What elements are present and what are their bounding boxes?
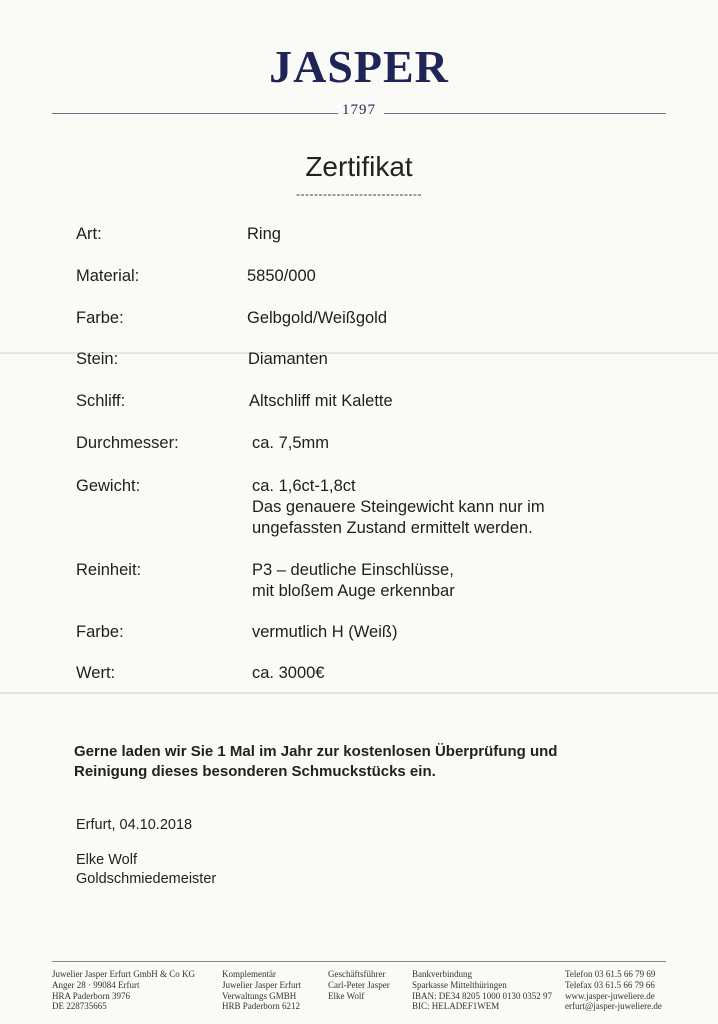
footer-bank [412,969,552,1012]
place-date: Erfurt, 04.10.2018 [76,817,193,833]
notice-line: Gerne laden wir Sie 1 Mal im Jahr zur kostenlosen Überprüfung und [74,743,558,760]
field-value: vermutlich H (Weiß) [252,623,398,641]
field-label: Gewicht: [76,477,141,495]
field-value-note: ungefassten Zustand ermittelt werden. [252,519,533,537]
footer-line: erfurt@jasper-juweliere.de [565,1001,662,1012]
field-value: 5850/000 [247,267,316,285]
footer-line: Juwelier Jasper Erfurt GmbH & Co KG [52,969,195,979]
footer-line: Telefon 03 61.5 66 79 69 [565,969,656,979]
footer-line: Sparkasse Mittelthüringen [412,979,507,990]
footer-line: Juwelier Jasper Erfurt [222,979,301,990]
footer-line: Verwaltungs GMBH [222,990,297,1001]
field-value: Gelbgold/Weißgold [247,309,388,327]
field-label: Farbe: [76,309,124,327]
signatory-role: Goldschmiedemeister [76,871,217,887]
field-value: Diamanten [248,350,328,368]
field-label: Stein: [76,350,119,368]
field-label: Schliff: [76,392,126,410]
field-value: Altschliff mit Kalette [249,392,393,410]
field-value: ca. 7,5mm [252,434,330,452]
title-underline: ---------------------------- [296,187,422,201]
inspection-notice [74,742,674,782]
brand-logo: JASPER [269,41,449,92]
field-value-note: Das genauere Steingewicht kann nur im [252,498,545,516]
footer-line: Elke Wolf [328,990,365,1001]
field-value: P3 – deutliche Einschlüsse, [252,561,454,579]
field-label: Art: [76,225,102,243]
footer-company [52,969,195,1012]
footer-rule [52,961,666,962]
field-label: Wert: [76,664,116,682]
field-value: ca. 1,6ct-1,8ct [252,477,356,495]
field-label: Farbe: [76,623,124,641]
field-value-note: mit bloßem Auge erkennbar [252,582,455,600]
field-label: Reinheit: [76,561,142,579]
footer-line: Komplementär [222,969,276,979]
field-value: ca. 3000€ [252,664,325,682]
footer-line: www.jasper-juweliere.de [565,990,655,1001]
footer-line: Anger 28 · 99084 Erfurt [52,979,140,990]
field-label: Durchmesser: [76,434,179,452]
field-label: Material: [76,267,140,285]
signatory-name: Elke Wolf [76,852,137,868]
paper-fold-line [0,692,718,694]
footer-line: DE 228735665 [52,1001,107,1012]
field-value: Ring [247,225,281,243]
document-title: Zertifikat [305,151,413,182]
footer-contact [565,969,662,1012]
footer-geschaeftsfuehrer [328,969,390,1001]
footer-line: BIC: HELADEF1WEM [412,1001,500,1012]
footer-line: HRB Paderborn 6212 [222,1001,300,1012]
footer-komplementaer [222,969,301,1012]
footer-line: Geschäftsführer [328,969,386,979]
footer-line: IBAN: DE34 8205 1000 0130 0352 97 [412,990,552,1001]
brand-year: 1797 [342,102,376,118]
footer-line: Telefax 03 61.5 66 79 66 [565,979,655,990]
footer-line: Carl-Peter Jasper [328,979,390,990]
notice-line: Reinigung dieses besonderen Schmuckstücks ein. [74,763,436,780]
footer-line: HRA Paderborn 3976 [52,990,130,1001]
footer-line: Bankverbindung [412,969,472,979]
